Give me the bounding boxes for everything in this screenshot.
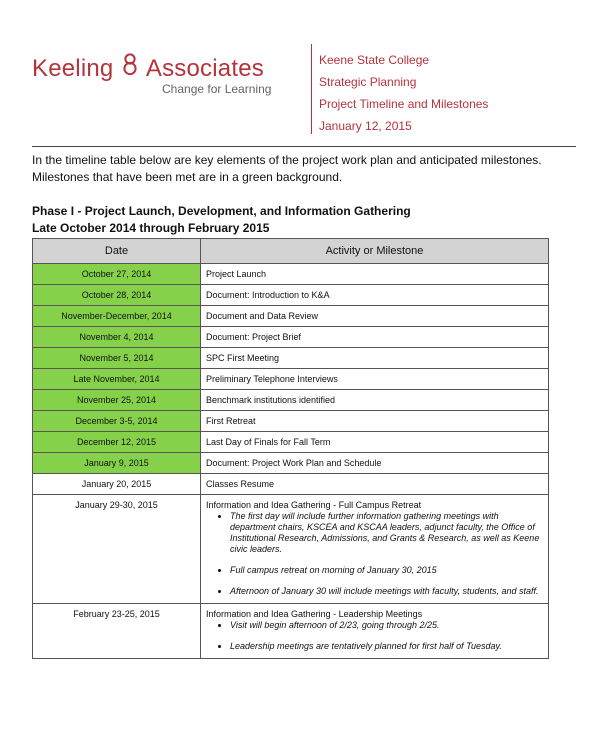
header-info	[319, 49, 488, 137]
list-item: • The first day will include further information gathering meetings with department chairs, KSCEA and KSCAA leaders, adjunct faculty, the Office of Institutional Research, Admissions, and Grants & Research, as well as Keene civic leaders.	[230, 511, 543, 555]
table-row	[33, 285, 549, 306]
date-cell: December 12, 2015	[33, 432, 201, 453]
phase-heading	[32, 203, 411, 237]
date-cell: Late November, 2014	[33, 369, 201, 390]
list-item: • Leadership meetings are tentatively planned for first half of Tuesday.	[230, 641, 543, 652]
date-cell: January 20, 2015	[33, 474, 201, 495]
activity-cell: Project Launch	[201, 264, 549, 285]
logo-name-part2: Associates	[145, 55, 264, 82]
activity-cell: Preliminary Telephone Interviews	[201, 369, 549, 390]
date-cell: January 29-30, 2015	[33, 495, 201, 604]
table-row	[33, 306, 549, 327]
bullet-list	[206, 511, 543, 597]
table-row	[33, 348, 549, 369]
timeline-table	[32, 238, 549, 659]
phase-title: Phase I - Project Launch, Development, and Information Gathering	[32, 204, 411, 218]
activity-cell: Document and Data Review	[201, 306, 549, 327]
list-item: • Visit will begin afternoon of 2/23, going through 2/25.	[230, 620, 543, 631]
column-header-activity: Activity or Milestone	[201, 239, 549, 264]
logo-tagline: Change for Learning	[162, 82, 272, 96]
date-cell: November 5, 2014	[33, 348, 201, 369]
table-header-row	[33, 239, 549, 264]
table-row	[33, 327, 549, 348]
activity-cell: First Retreat	[201, 411, 549, 432]
column-header-date: Date	[33, 239, 201, 264]
activity-cell: Last Day of Finals for Fall Term	[201, 432, 549, 453]
list-item: • Full campus retreat on morning of January 30, 2015	[230, 565, 543, 576]
activity-cell	[201, 604, 549, 659]
header-college: Keene State College	[319, 53, 430, 67]
header-divider	[311, 44, 312, 134]
date-cell: November 25, 2014	[33, 390, 201, 411]
bullet-list	[206, 620, 543, 652]
header-doc-title: Project Timeline and Milestones	[319, 97, 489, 111]
table-row	[33, 369, 549, 390]
table-row	[33, 432, 549, 453]
date-cell: October 27, 2014	[33, 264, 201, 285]
logo-wordmark	[32, 52, 271, 84]
activity-cell: Document: Project Work Plan and Schedule	[201, 453, 549, 474]
table-row	[33, 411, 549, 432]
ampersand-mark-icon	[122, 52, 138, 76]
list-item: • Afternoon of January 30 will include meetings with faculty, students, and staff.	[230, 586, 543, 597]
date-cell: October 28, 2014	[33, 285, 201, 306]
table-row	[33, 390, 549, 411]
table-row	[33, 264, 549, 285]
table-row	[33, 495, 549, 604]
date-cell: January 9, 2015	[33, 453, 201, 474]
activity-title: Information and Idea Gathering - Full Campus Retreat	[206, 500, 422, 510]
date-cell: November 4, 2014	[33, 327, 201, 348]
activity-cell: Classes Resume	[201, 474, 549, 495]
table-row	[33, 474, 549, 495]
activity-title: Information and Idea Gathering - Leadership Meetings	[206, 609, 423, 619]
activity-cell	[201, 495, 549, 604]
horizontal-rule	[32, 146, 576, 147]
header-dept: Strategic Planning	[319, 75, 417, 89]
activity-cell: Benchmark institutions identified	[201, 390, 549, 411]
phase-dates: Late October 2014 through February 2015	[32, 221, 270, 235]
activity-cell: SPC First Meeting	[201, 348, 549, 369]
activity-cell: Document: Introduction to K&A	[201, 285, 549, 306]
date-cell: December 3-5, 2014	[33, 411, 201, 432]
logo-name-part1: Keeling	[32, 55, 114, 82]
activity-cell: Document: Project Brief	[201, 327, 549, 348]
table-row	[33, 604, 549, 659]
intro-paragraph: In the timeline table below are key elements of the project work plan and anticipated milestones. Milestones that have been met are in a green background.	[32, 153, 542, 184]
logo-ampersand-mark	[120, 52, 140, 84]
table-row	[33, 453, 549, 474]
date-cell: February 23-25, 2015	[33, 604, 201, 659]
keeling-associates-logo	[32, 52, 271, 96]
date-cell: November-December, 2014	[33, 306, 201, 327]
header-date: January 12, 2015	[319, 119, 412, 133]
